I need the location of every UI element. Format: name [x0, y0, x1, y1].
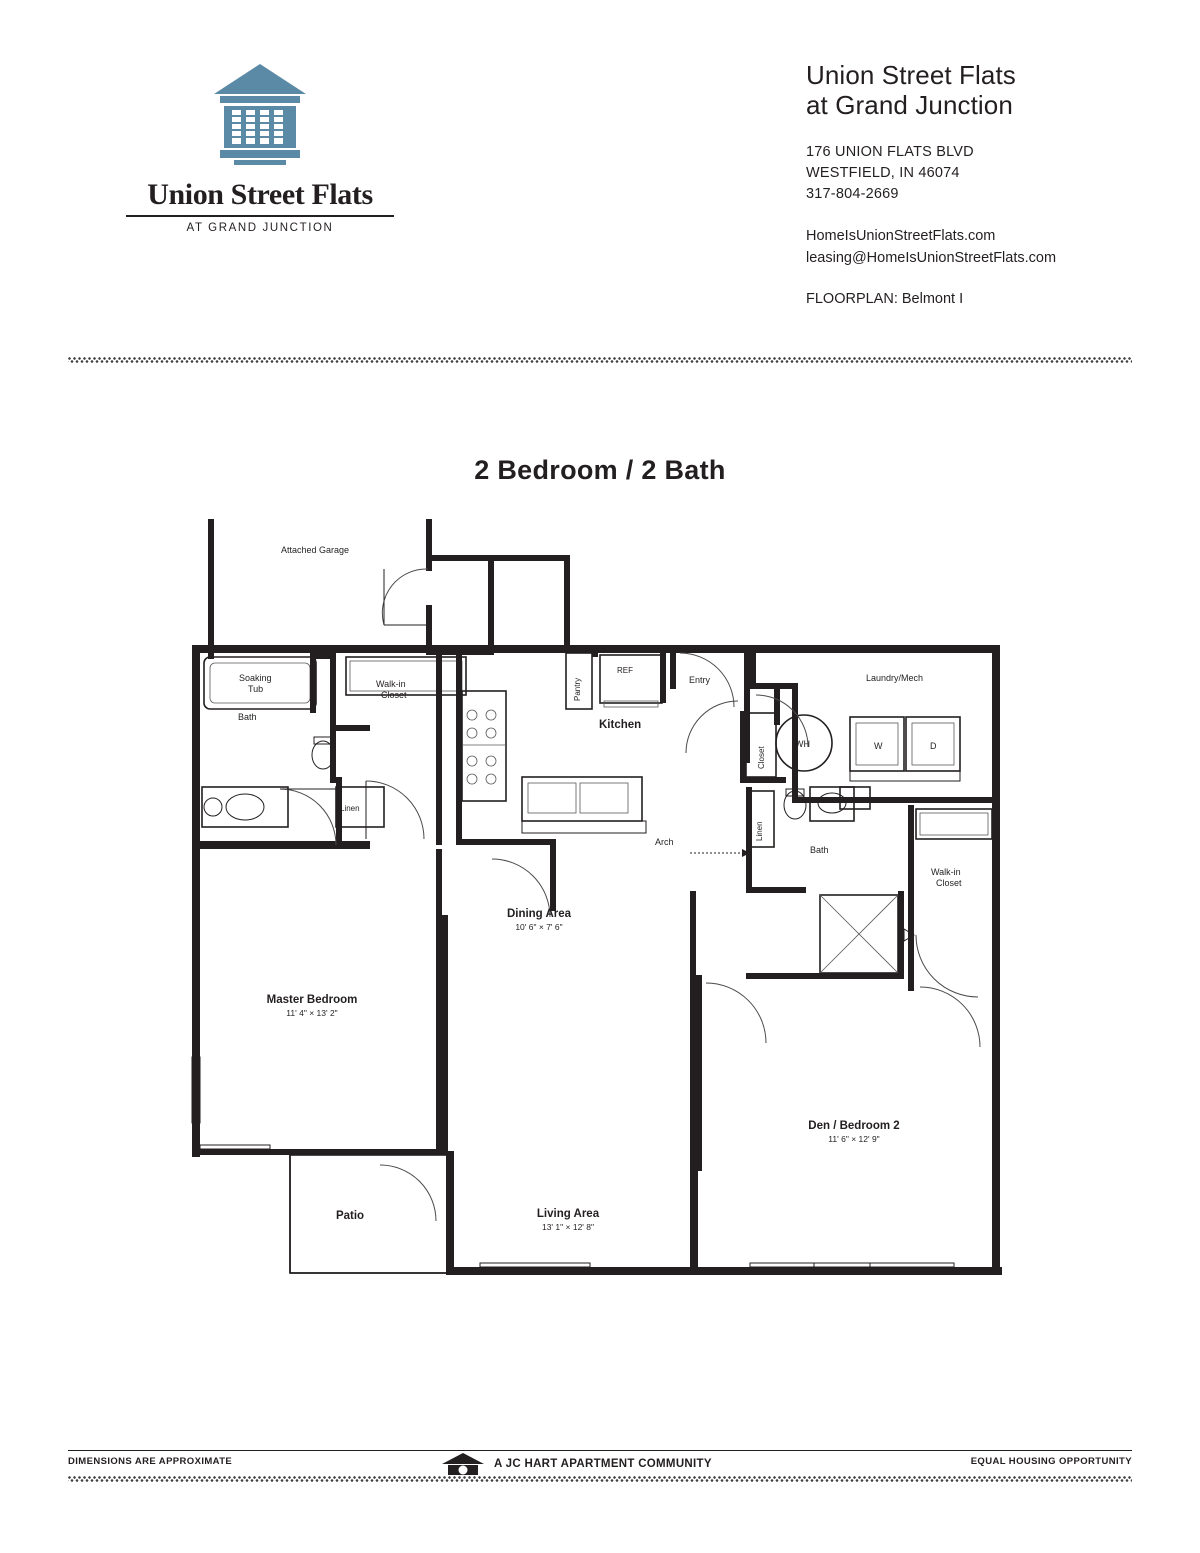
master-bath	[192, 653, 370, 849]
label-hall-closet: Closet	[757, 746, 766, 769]
label-master-closet-line2: Closet	[381, 690, 407, 700]
label-linen-second: Linen	[755, 821, 764, 841]
label-entry: Entry	[689, 675, 711, 685]
second-bath	[746, 787, 914, 979]
jchart-house-icon	[440, 1451, 486, 1477]
property-title-line2: at Grand Junction	[806, 90, 1013, 120]
property-info	[806, 60, 1166, 307]
kitchen	[456, 645, 666, 845]
footer-brand-text: A JC HART APARTMENT COMMUNITY	[494, 1458, 712, 1470]
label-attached-garage: Attached Garage	[281, 545, 350, 555]
address-line-1: 176 UNION FLATS BLVD	[806, 144, 974, 160]
logo-block	[110, 60, 410, 234]
master-walkin-closet	[346, 653, 466, 845]
label-master-closet-line1: Walk-in	[376, 679, 406, 689]
den-bedroom-2	[696, 975, 954, 1271]
label-master-bath: Bath	[238, 712, 257, 722]
label-soaking-tub-line2: Tub	[248, 684, 264, 694]
laundry-mech	[750, 653, 994, 803]
building-columns-icon	[210, 60, 310, 170]
contact-block	[806, 225, 1166, 269]
footer-divider-dotted	[68, 1476, 1132, 1482]
label-den-bedroom2: Den / Bedroom 2	[808, 1120, 900, 1132]
logo-wordmark: Union Street Flats	[126, 178, 394, 217]
patio	[290, 1155, 448, 1273]
email-link[interactable]: leasing@HomeIsUnionStreetFlats.com	[806, 250, 1057, 266]
address-line-2: WESTFIELD, IN 46074	[806, 165, 960, 181]
header-divider	[68, 357, 1132, 363]
master-bedroom	[192, 849, 446, 1155]
label-second-bath: Bath	[810, 845, 829, 855]
entry	[670, 653, 750, 763]
label-master-dims: 11' 4" × 13' 2"	[286, 1008, 338, 1018]
label-living-dims: 13' 1" × 12' 8"	[541, 1222, 595, 1232]
website-link[interactable]: HomeIsUnionStreetFlats.com	[806, 228, 996, 244]
label-linen-master: Linen	[340, 804, 360, 813]
label-arch: Arch	[655, 837, 674, 847]
logo-subtitle: AT GRAND JUNCTION	[186, 222, 334, 234]
linen-closet-master	[336, 787, 384, 827]
property-title-line1: Union Street Flats	[806, 60, 1016, 90]
garage-area	[208, 519, 570, 659]
label-water-heater: WH	[795, 739, 810, 749]
floorplan-name: FLOORPLAN: Belmont I	[806, 291, 964, 307]
label-soaking-tub-line1: Soaking	[239, 673, 272, 683]
label-closet2-line2: Closet	[936, 878, 962, 888]
page-title: 2 Bedroom / 2 Bath	[474, 455, 726, 485]
label-dryer: D	[930, 741, 937, 751]
address-block	[806, 142, 1166, 205]
label-living-area: Living Area	[536, 1208, 600, 1220]
label-dining-dims: 10' 6" × 7' 6"	[515, 922, 563, 932]
label-kitchen: Kitchen	[599, 719, 642, 731]
label-refrigerator: REF	[617, 666, 633, 675]
label-patio: Patio	[335, 1210, 365, 1222]
label-master-bedroom: Master Bedroom	[266, 994, 358, 1006]
label-dining-area: Dining Area	[506, 908, 572, 920]
footer-disclaimer: DIMENSIONS ARE APPROXIMATE	[68, 1456, 233, 1467]
footer-brand	[440, 1451, 712, 1477]
walkin-closet-bedroom2	[908, 805, 992, 1047]
label-pantry: Pantry	[573, 677, 582, 701]
floorplan-diagram	[150, 505, 1050, 1325]
label-laundry-mech: Laundry/Mech	[866, 673, 924, 683]
footer-eho: EQUAL HOUSING OPPORTUNITY	[970, 1456, 1132, 1467]
label-den-dims: 11' 6" × 12' 9"	[828, 1134, 880, 1144]
living-area	[442, 891, 870, 1271]
page-footer	[0, 1450, 1200, 1553]
arch-opening	[655, 837, 750, 857]
label-washer: W	[874, 741, 883, 751]
phone-number: 317-804-2669	[806, 186, 899, 202]
page-header	[0, 0, 1200, 360]
label-closet2-line1: Walk-in	[931, 867, 961, 877]
dining-area	[492, 839, 572, 932]
